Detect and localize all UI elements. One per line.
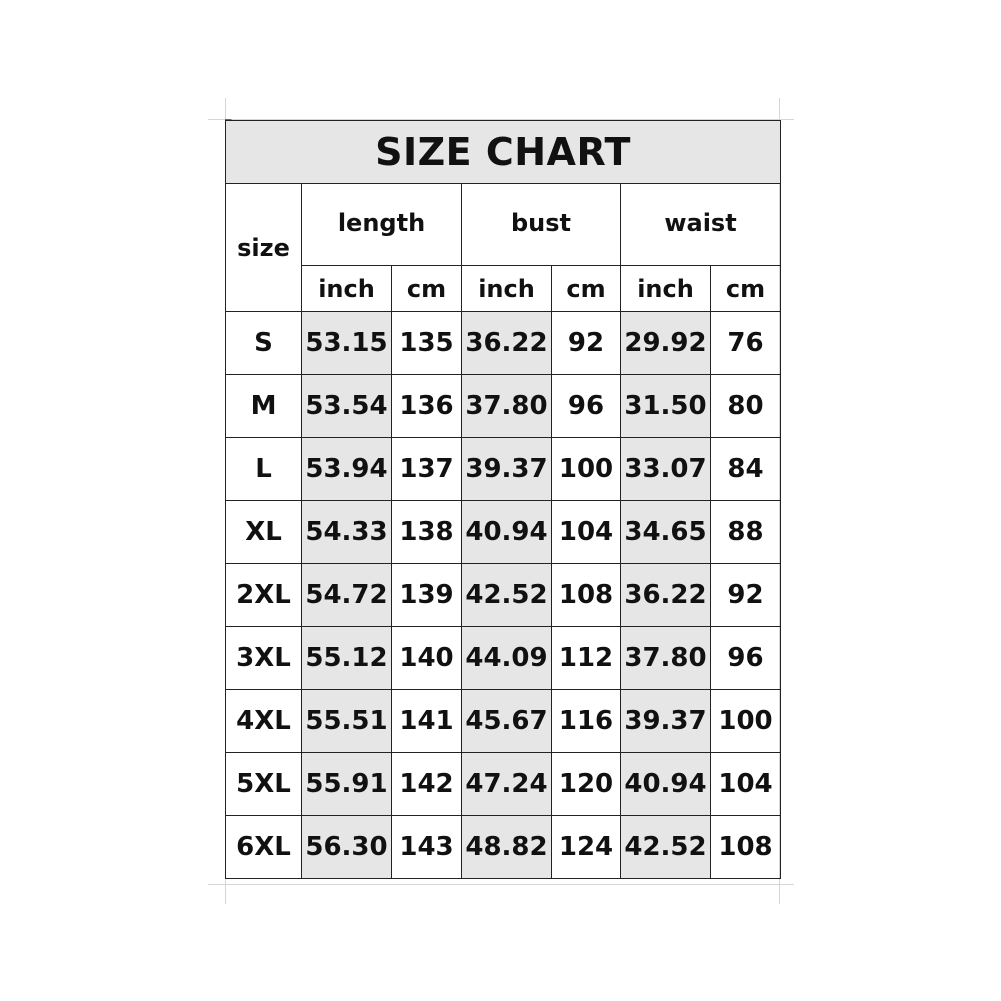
table-row bbox=[226, 564, 781, 627]
cell-bust-inch: 36.22 bbox=[462, 312, 552, 375]
group-header-row bbox=[226, 184, 781, 266]
title-row bbox=[226, 121, 781, 184]
cell-bust-cm: 116 bbox=[552, 690, 621, 753]
cell-bust-inch: 45.67 bbox=[462, 690, 552, 753]
table-row bbox=[226, 816, 781, 879]
table-row bbox=[226, 312, 781, 375]
size-cell: M bbox=[226, 375, 302, 438]
cell-bust-cm: 104 bbox=[552, 501, 621, 564]
size-column-header: size bbox=[226, 184, 302, 312]
unit-header-bust-inch: inch bbox=[462, 266, 552, 312]
cell-length-cm: 143 bbox=[392, 816, 462, 879]
length-group-header: length bbox=[302, 184, 462, 266]
size-cell: 4XL bbox=[226, 690, 302, 753]
cell-waist-inch: 29.92 bbox=[621, 312, 711, 375]
size-cell: 3XL bbox=[226, 627, 302, 690]
cell-waist-cm: 84 bbox=[711, 438, 781, 501]
cell-length-inch: 55.51 bbox=[302, 690, 392, 753]
cell-length-cm: 141 bbox=[392, 690, 462, 753]
cell-waist-cm: 76 bbox=[711, 312, 781, 375]
cell-waist-inch: 42.52 bbox=[621, 816, 711, 879]
cell-length-inch: 54.72 bbox=[302, 564, 392, 627]
cell-waist-cm: 96 bbox=[711, 627, 781, 690]
bust-group-header: bust bbox=[462, 184, 621, 266]
size-cell: 2XL bbox=[226, 564, 302, 627]
cell-waist-cm: 80 bbox=[711, 375, 781, 438]
unit-header-waist-inch: inch bbox=[621, 266, 711, 312]
cell-length-inch: 55.12 bbox=[302, 627, 392, 690]
cell-waist-cm: 88 bbox=[711, 501, 781, 564]
unit-header-waist-cm: cm bbox=[711, 266, 781, 312]
cell-waist-inch: 37.80 bbox=[621, 627, 711, 690]
cell-length-cm: 140 bbox=[392, 627, 462, 690]
size-cell: 5XL bbox=[226, 753, 302, 816]
unit-header-length-inch: inch bbox=[302, 266, 392, 312]
cell-waist-inch: 40.94 bbox=[621, 753, 711, 816]
cell-bust-cm: 124 bbox=[552, 816, 621, 879]
cell-waist-cm: 100 bbox=[711, 690, 781, 753]
cell-bust-inch: 39.37 bbox=[462, 438, 552, 501]
cell-bust-inch: 44.09 bbox=[462, 627, 552, 690]
cell-waist-inch: 34.65 bbox=[621, 501, 711, 564]
guide-line-bottom bbox=[208, 884, 794, 885]
chart-title: SIZE CHART bbox=[226, 121, 781, 184]
cell-length-cm: 138 bbox=[392, 501, 462, 564]
unit-header-length-cm: cm bbox=[392, 266, 462, 312]
cell-waist-cm: 108 bbox=[711, 816, 781, 879]
cell-length-cm: 136 bbox=[392, 375, 462, 438]
cell-length-cm: 135 bbox=[392, 312, 462, 375]
cell-length-inch: 54.33 bbox=[302, 501, 392, 564]
size-cell: L bbox=[226, 438, 302, 501]
cell-length-inch: 53.54 bbox=[302, 375, 392, 438]
table-row bbox=[226, 438, 781, 501]
cell-length-cm: 139 bbox=[392, 564, 462, 627]
cell-bust-inch: 47.24 bbox=[462, 753, 552, 816]
cell-waist-cm: 104 bbox=[711, 753, 781, 816]
table-row bbox=[226, 753, 781, 816]
unit-header-row bbox=[226, 266, 781, 312]
cell-bust-cm: 120 bbox=[552, 753, 621, 816]
waist-group-header: waist bbox=[621, 184, 781, 266]
cell-bust-inch: 42.52 bbox=[462, 564, 552, 627]
size-cell: 6XL bbox=[226, 816, 302, 879]
cell-length-inch: 53.94 bbox=[302, 438, 392, 501]
cell-bust-cm: 96 bbox=[552, 375, 621, 438]
cell-bust-cm: 112 bbox=[552, 627, 621, 690]
cell-length-cm: 142 bbox=[392, 753, 462, 816]
cell-waist-inch: 36.22 bbox=[621, 564, 711, 627]
cell-bust-cm: 100 bbox=[552, 438, 621, 501]
table-row bbox=[226, 501, 781, 564]
size-chart-table bbox=[225, 120, 781, 879]
cell-length-inch: 56.30 bbox=[302, 816, 392, 879]
cell-bust-inch: 48.82 bbox=[462, 816, 552, 879]
cell-bust-inch: 40.94 bbox=[462, 501, 552, 564]
table-row bbox=[226, 690, 781, 753]
table-row bbox=[226, 375, 781, 438]
cell-waist-cm: 92 bbox=[711, 564, 781, 627]
cell-length-cm: 137 bbox=[392, 438, 462, 501]
cell-waist-inch: 31.50 bbox=[621, 375, 711, 438]
cell-bust-cm: 108 bbox=[552, 564, 621, 627]
table-row bbox=[226, 627, 781, 690]
cell-bust-inch: 37.80 bbox=[462, 375, 552, 438]
size-cell: S bbox=[226, 312, 302, 375]
size-cell: XL bbox=[226, 501, 302, 564]
unit-header-bust-cm: cm bbox=[552, 266, 621, 312]
cell-bust-cm: 92 bbox=[552, 312, 621, 375]
cell-length-inch: 55.91 bbox=[302, 753, 392, 816]
cell-waist-inch: 39.37 bbox=[621, 690, 711, 753]
cell-waist-inch: 33.07 bbox=[621, 438, 711, 501]
cell-length-inch: 53.15 bbox=[302, 312, 392, 375]
